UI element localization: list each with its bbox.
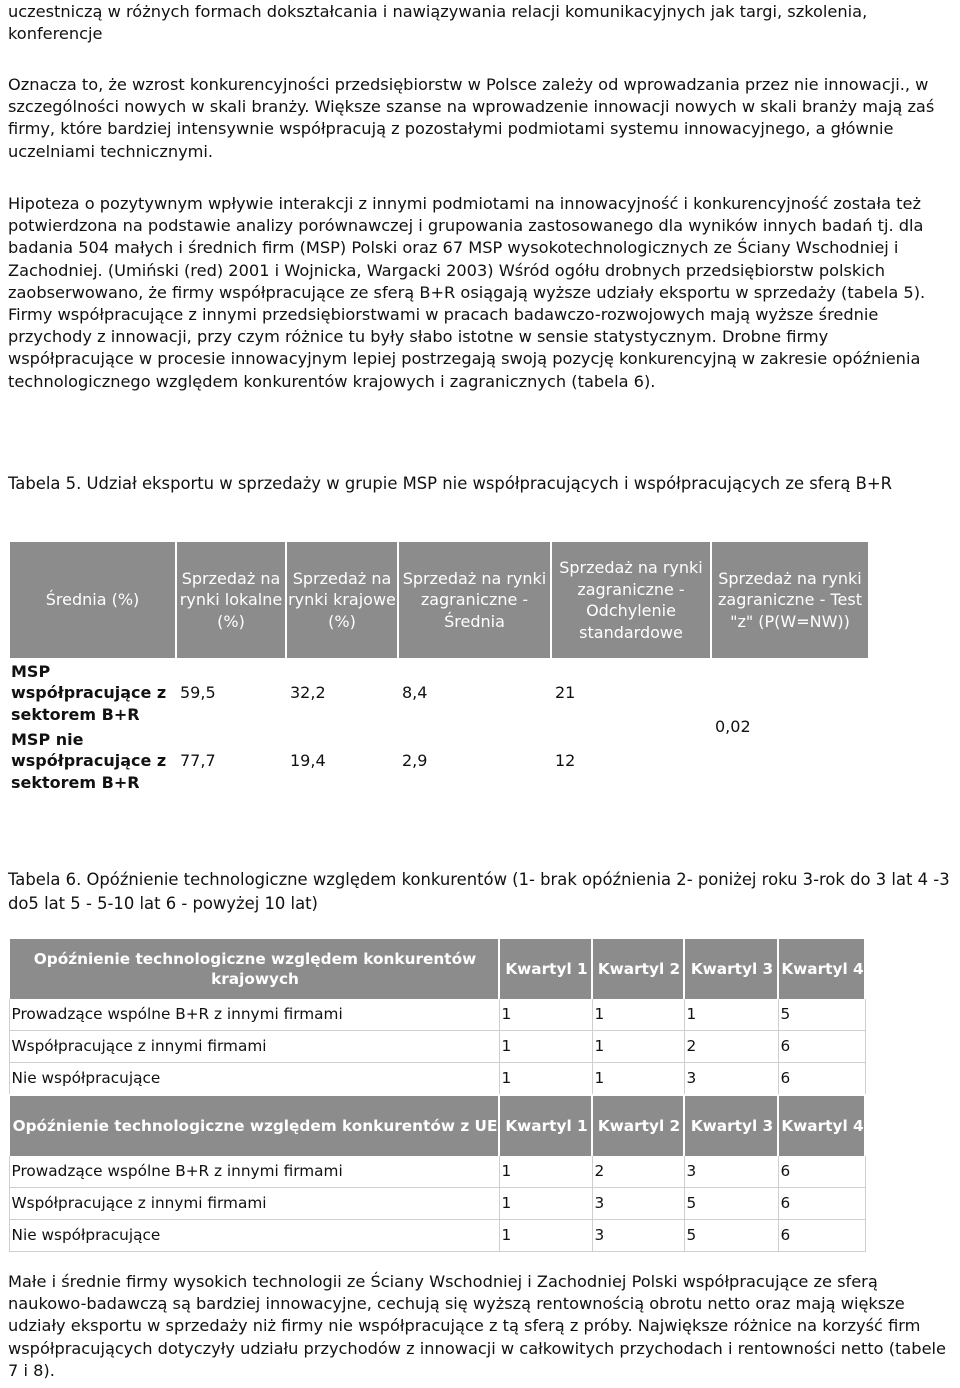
table5-row-label: MSP nie współpracujące z sektorem B+R bbox=[9, 727, 176, 795]
table6-cell: 3 bbox=[684, 1156, 778, 1188]
table5-test-z: 0,02 bbox=[711, 659, 869, 795]
table5-cell: 8,4 bbox=[398, 659, 551, 727]
table6-quartile-header: Kwartyl 4 bbox=[778, 1095, 865, 1156]
table5-header-row bbox=[9, 541, 869, 659]
table6-row-label: Prowadzące wspólne B+R z innymi firmami bbox=[9, 1156, 499, 1188]
table-row bbox=[9, 1188, 865, 1220]
table-row bbox=[9, 1063, 865, 1096]
table-row bbox=[9, 999, 865, 1031]
table6-cell: 2 bbox=[592, 1156, 684, 1188]
paragraph-hypothesis: Hipoteza o pozytywnym wpływie interakcji z innymi podmiotami na innowacyjność i konkurencyjność została też potwierdzona na podstawie analizy porównawczej i grupowania zastosowanego dla wyników innych badań tj. dla badania 504 małych i średnich firm (MSP) Polski oraz 67 MSP wysokotechnologicznych ze Ściany Wschodniej i Zachodniej. (Umiński (red) 2001 i Wojnicka, Wargacki 2003) Wśród ogółu drobnych przedsiębiorstw polskich zaobserwowano, że firmy współpracujące ze sferą B+R osiągają wyższe udziały eksportu w sprzedaży (tabela 5). Firmy współpracujące z innymi przedsiębiorstwami w pracach badawczo-rozwojowych mają wyższe średnie przychody z innowacji, przy czym różnice tu były słabo istotne w sensie statystycznym. Drobne firmy współpracujące w procesie innowacyjnym lepiej postrzegają swoją pozycję konkurencyjną w zakresie opóźnienia technologicznego względem konkurentów krajowych i zagranicznych (tabela 6). bbox=[8, 194, 926, 391]
table5-header-cell: Sprzedaż na rynki zagraniczne - Średnia bbox=[398, 541, 551, 659]
table6-cell: 1 bbox=[499, 1063, 592, 1096]
table6-cell: 1 bbox=[499, 999, 592, 1031]
table6-quartile-header: Kwartyl 4 bbox=[778, 938, 865, 999]
paragraph-intro: uczestniczą w różnych formach dokształcania i nawiązywania relacji komunikacyjnych jak targi, szkolenia, konferencje bbox=[8, 2, 868, 44]
table6-cell: 6 bbox=[778, 1188, 865, 1220]
table5-header-cell: Sprzedaż na rynki zagraniczne - Test "z" (P(W=NW)) bbox=[711, 541, 869, 659]
table6-cell: 5 bbox=[684, 1188, 778, 1220]
table5-cell: 59,5 bbox=[176, 659, 286, 727]
table5-cell: 21 bbox=[551, 659, 711, 727]
table6-quartile-header: Kwartyl 2 bbox=[592, 1095, 684, 1156]
table5-header-cell: Średnia (%) bbox=[9, 541, 176, 659]
table6-cell: 1 bbox=[499, 1156, 592, 1188]
table6-cell: 6 bbox=[778, 1031, 865, 1063]
table6-cell: 1 bbox=[684, 999, 778, 1031]
table5-cell: 2,9 bbox=[398, 727, 551, 795]
table-row bbox=[9, 1220, 865, 1252]
table6-cell: 1 bbox=[592, 999, 684, 1031]
table5-cell: 77,7 bbox=[176, 727, 286, 795]
table5-header-cell: Sprzedaż na rynki lokalne (%) bbox=[176, 541, 286, 659]
table6-section-header: Opóźnienie technologiczne względem konkurentów krajowych bbox=[9, 938, 499, 999]
table6-quartile-header: Kwartyl 2 bbox=[592, 938, 684, 999]
table6-cell: 3 bbox=[592, 1188, 684, 1220]
table6-quartile-header: Kwartyl 3 bbox=[684, 1095, 778, 1156]
paragraph-innovation: Oznacza to, że wzrost konkurencyjności przedsiębiorstw w Polsce zależy od wprowadzania przez nie innowacji., w szczególności nowych w skali branży. Większe szanse na wprowadzenie innowacji nowych w skali branży mają zaś firmy, które bardziej intensywnie współpracują z pozostałymi podmiotami systemu innowacyjnego, a głównie uczelniami technicznymi. bbox=[8, 75, 935, 161]
table5-row-label: MSP współpracujące z sektorem B+R bbox=[9, 659, 176, 727]
table5-caption: Tabela 5. Udział eksportu w sprzedaży w grupie MSP nie współpracujących i współpracujących ze sferą B+R bbox=[8, 474, 892, 493]
table6-cell: 3 bbox=[684, 1063, 778, 1096]
table6-quartile-header: Kwartyl 1 bbox=[499, 1095, 592, 1156]
table-row bbox=[9, 659, 869, 727]
table6-cell: 1 bbox=[592, 1063, 684, 1096]
table6-cell: 6 bbox=[778, 1220, 865, 1252]
table6-cell: 6 bbox=[778, 1063, 865, 1096]
table5 bbox=[8, 540, 870, 796]
table6-header-row bbox=[9, 1095, 865, 1156]
table6-cell: 1 bbox=[499, 1188, 592, 1220]
table6 bbox=[8, 937, 866, 1252]
paragraph-conclusion: Małe i średnie firmy wysokich technologii ze Ściany Wschodniej i Zachodniej Polski współpracujące ze sferą naukowo-badawczą są bardziej innowacyjne, cechują się wyższą rentownością obrotu netto oraz mają większe udziały eksportu w sprzedaży niż firmy nie współpracujące z tą sferą z próby. Największe różnice na korzyść firm współpracujących dotyczyły udziału przychodów z innowacji w całkowitych przychodach i rentowności netto (tabele 7 i 8). bbox=[8, 1272, 946, 1380]
table5-header-cell: Sprzedaż na rynki krajowe (%) bbox=[286, 541, 398, 659]
table6-cell: 5 bbox=[684, 1220, 778, 1252]
table6-cell: 2 bbox=[684, 1031, 778, 1063]
table6-cell: 3 bbox=[592, 1220, 684, 1252]
table5-cell: 12 bbox=[551, 727, 711, 795]
table6-cell: 1 bbox=[592, 1031, 684, 1063]
table6-cell: 5 bbox=[778, 999, 865, 1031]
table6-quartile-header: Kwartyl 1 bbox=[499, 938, 592, 999]
table6-quartile-header: Kwartyl 3 bbox=[684, 938, 778, 999]
table6-row-label: Prowadzące wspólne B+R z innymi firmami bbox=[9, 999, 499, 1031]
table5-cell: 32,2 bbox=[286, 659, 398, 727]
table5-header-cell: Sprzedaż na rynki zagraniczne - Odchylenie standardowe bbox=[551, 541, 711, 659]
table6-cell: 1 bbox=[499, 1220, 592, 1252]
table6-row-label: Współpracujące z innymi firmami bbox=[9, 1188, 499, 1220]
table6-row-label: Współpracujące z innymi firmami bbox=[9, 1031, 499, 1063]
table6-header-row bbox=[9, 938, 865, 999]
table6-row-label: Nie współpracujące bbox=[9, 1220, 499, 1252]
table-row bbox=[9, 1156, 865, 1188]
table6-row-label: Nie współpracujące bbox=[9, 1063, 499, 1096]
table6-caption: Tabela 6. Opóźnienie technologiczne względem konkurentów (1- brak opóźnienia 2- poniżej roku 3-rok do 3 lat 4 -3 do5 lat 5 - 5-10 lat 6 - powyżej 10 lat) bbox=[8, 870, 950, 913]
table-row bbox=[9, 1031, 865, 1063]
table5-cell: 19,4 bbox=[286, 727, 398, 795]
table6-section-header: Opóźnienie technologiczne względem konkurentów z UE bbox=[9, 1095, 499, 1156]
table6-cell: 1 bbox=[499, 1031, 592, 1063]
table6-cell: 6 bbox=[778, 1156, 865, 1188]
